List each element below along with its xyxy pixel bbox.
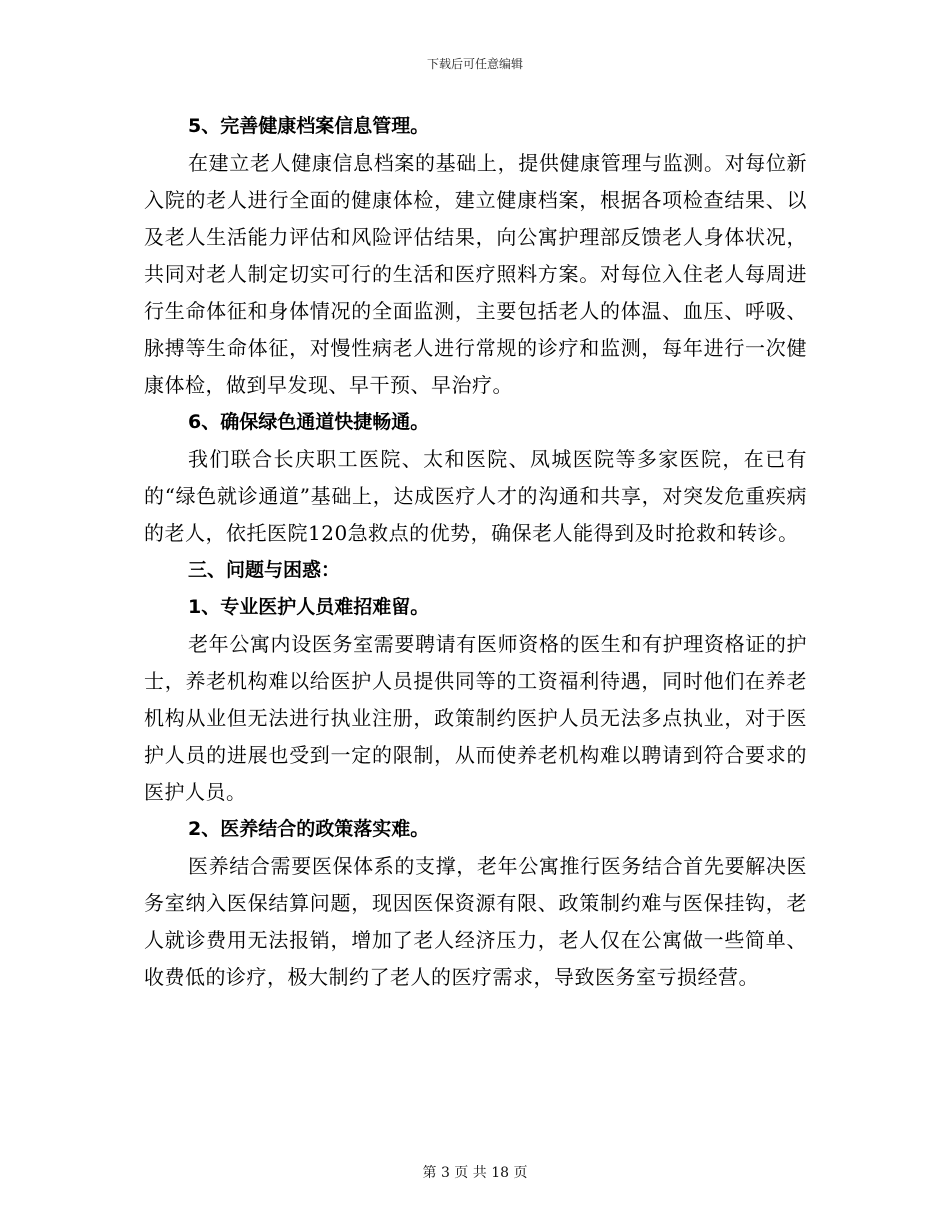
section-heading: 2、医养结合的政策落实难。 <box>188 818 430 840</box>
page-number-footer: 第 3 页 共 18 页 <box>422 1165 528 1181</box>
header-note: 下载后可任意编辑 <box>426 57 523 71</box>
document-body <box>144 108 807 996</box>
section-heading: 5、完善健康档案信息管理。 <box>188 115 430 137</box>
section-heading: 1、专业医护人员难招难留。 <box>188 596 430 618</box>
section-paragraph: 在建立老人健康信息档案的基础上，提供健康管理与监测。对每位新入院的老人进行全面的健康体检，建立健康档案，根据各项检查结果、以及老人生活能力评估和风险评估结果，向公寓护理部反馈老人身体状况，共同对老人制定切实可行的生活和医疗照料方案。对每位入住老人每周进行生命体征和身体情况的全面监测，主要包括老人的体温、血压、呼吸、脉搏等生命体征，对慢性病老人进行常规的诊疗和监测，每年进行一次健康体检，做到早发现、早干预、早治疗。 <box>144 151 807 397</box>
section-heading: 三、问题与困惑： <box>188 559 341 581</box>
section-paragraph: 医养结合需要医保体系的支撑，老年公寓推行医务结合首先要解决医务室纳入医保结算问题，现因医保资源有限、政策制约难与医保挂钩，老人就诊费用无法报销，增加了老人经济压力，老人仅在公寓做一些简单、收费低的诊疗，极大制约了老人的医疗需求，导致医务室亏损经营。 <box>144 854 807 989</box>
section-heading: 6、确保绿色通道快捷畅通。 <box>188 411 430 433</box>
section-paragraph: 我们联合长庆职工医院、太和医院、凤城医院等多家医院，在已有的“绿色就诊通道”基础上，达成医疗人才的沟通和共享，对突发危重疾病的老人，依托医院120急救点的优势，确保老人能得到及时抢救和转诊。 <box>144 447 807 545</box>
section-paragraph: 老年公寓内设医务室需要聘请有医师资格的医生和有护理资格证的护士，养老机构难以给医护人员提供同等的工资福利待遇，同时他们在养老机构从业但无法进行执业注册，政策制约医护人员无法多点执业，对于医护人员的进展也受到一定的限制，从而使养老机构难以聘请到符合要求的医护人员。 <box>144 632 807 804</box>
